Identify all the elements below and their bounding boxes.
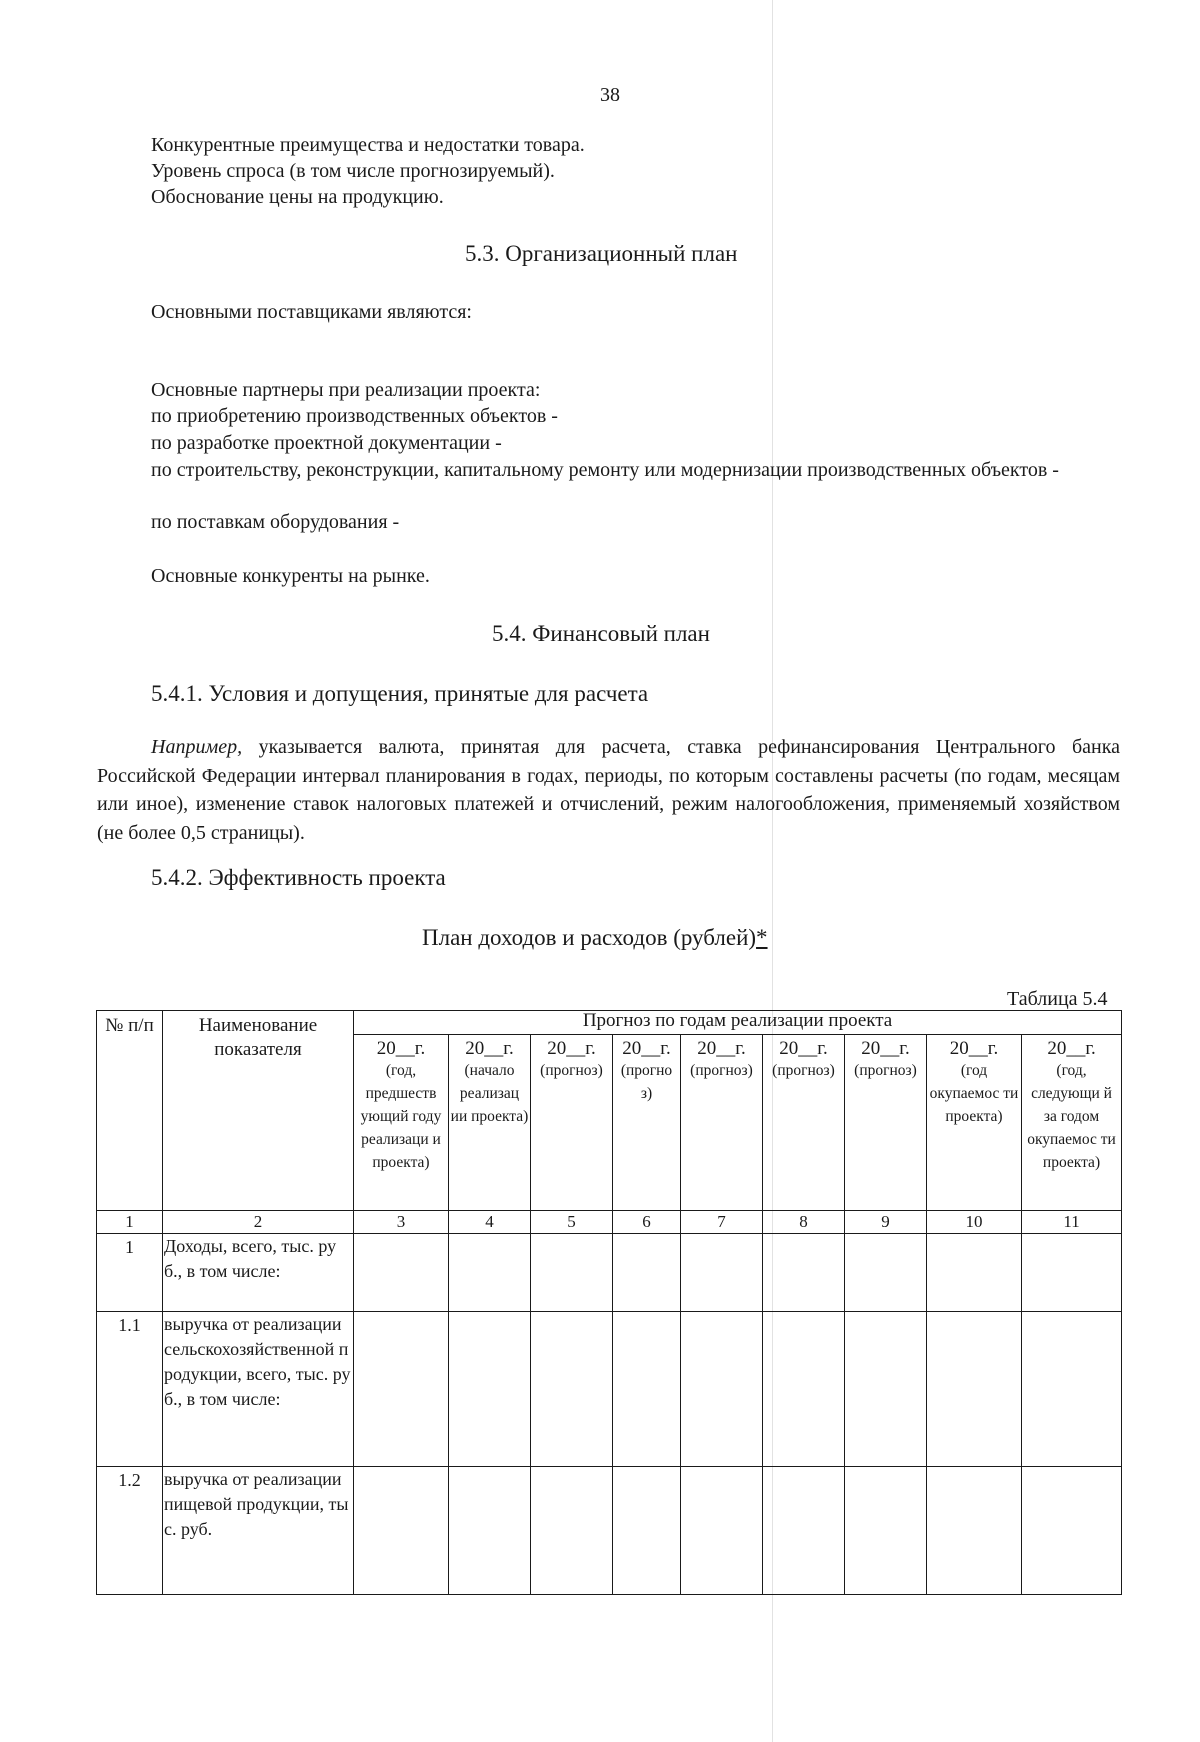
col-header-year: 20__г. (прогноз) (763, 1035, 845, 1211)
partners-title: Основные партнеры при реализации проекта: (151, 379, 541, 401)
data-cell (449, 1312, 531, 1467)
data-cell (1022, 1312, 1122, 1467)
col-header-year: 20__г. (прогно з) (613, 1035, 681, 1211)
row-number: 1.2 (97, 1467, 163, 1595)
column-number: 9 (845, 1211, 927, 1234)
row-number: 1.1 (97, 1312, 163, 1467)
column-number: 4 (449, 1211, 531, 1234)
data-cell (354, 1467, 449, 1595)
data-cell (763, 1312, 845, 1467)
table-label: Таблица 5.4 (1007, 988, 1108, 1010)
data-cell (613, 1467, 681, 1595)
col-header-year: 20__г. (прогноз) (681, 1035, 763, 1211)
data-cell (1022, 1467, 1122, 1595)
page-number: 38 (600, 84, 620, 106)
data-cell (681, 1467, 763, 1595)
suppliers-text: Основными поставщиками являются: (151, 301, 472, 323)
column-number: 11 (1022, 1211, 1122, 1234)
row-number: 1 (97, 1234, 163, 1312)
section-heading-5-4: 5.4. Финансовый план (492, 621, 710, 646)
data-cell (613, 1312, 681, 1467)
data-cell (845, 1234, 927, 1312)
column-number: 7 (681, 1211, 763, 1234)
column-number: 10 (927, 1211, 1022, 1234)
column-number: 5 (531, 1211, 613, 1234)
data-cell (531, 1234, 613, 1312)
subheading-5-4-2: 5.4.2. Эффективность проекта (151, 865, 446, 890)
data-cell (449, 1234, 531, 1312)
data-cell (927, 1312, 1022, 1467)
column-number: 3 (354, 1211, 449, 1234)
data-cell (927, 1234, 1022, 1312)
table-row (97, 1467, 1122, 1595)
data-cell (531, 1312, 613, 1467)
row-indicator-name: выручка от реализации сельскохозяйственной продукции, всего, тыс. руб., в том числе: (163, 1312, 354, 1467)
data-cell (763, 1467, 845, 1595)
data-cell (845, 1312, 927, 1467)
data-cell (531, 1467, 613, 1595)
competitors-text: Основные конкуренты на рынке. (151, 565, 430, 587)
table-caption: План доходов и расходов (рублей)* (422, 925, 768, 950)
table-row (97, 1234, 1122, 1312)
col-header-year: 20__г. (год, предшеств ующий году реализаци и проекта) (354, 1035, 449, 1211)
partners-item: по поставкам оборудования - (151, 511, 400, 533)
column-number: 2 (163, 1211, 354, 1234)
col-header-year: 20__г. (прогноз) (531, 1035, 613, 1211)
partners-item-construction: по строительству, реконструкции, капитальному ремонту или модернизации производственных объектов - (151, 459, 1059, 481)
table-row (97, 1312, 1122, 1467)
income-expense-table (96, 1010, 1122, 1595)
column-number: 8 (763, 1211, 845, 1234)
data-cell (613, 1234, 681, 1312)
column-number-row (97, 1211, 1122, 1234)
data-cell (354, 1234, 449, 1312)
partners-item: по разработке проектной документации - (151, 432, 502, 454)
example-label: Например, (151, 736, 243, 758)
col-header-name: Наименование показателя (163, 1011, 354, 1211)
intro-line: Обоснование цены на продукцию. (151, 186, 444, 208)
intro-line: Конкурентные преимущества и недостатки товара. (151, 134, 585, 156)
example-paragraph (97, 733, 1120, 847)
data-cell (354, 1312, 449, 1467)
data-cell (681, 1234, 763, 1312)
example-text: указывается валюта, принятая для расчета, ставка рефинансирования Центрального банка Российской Федерации интервал планирования в годах, периоды, по которым составлены расчеты (по годам, месяцам или иное), изменение ставок налоговых платежей и отчислений, режим налогообложения, применяемый хозяйством (не более 0,5 страницы). (97, 736, 1121, 844)
data-cell (845, 1467, 927, 1595)
col-header-year: 20__г. (год, следующи й за годом окупаемос ти проекта) (1022, 1035, 1122, 1211)
col-header-year: 20__г. (прогноз) (845, 1035, 927, 1211)
data-cell (1022, 1234, 1122, 1312)
data-cell (681, 1312, 763, 1467)
intro-line: Уровень спроса (в том числе прогнозируемый). (151, 160, 555, 182)
data-cell (763, 1234, 845, 1312)
col-header-year: 20__г. (начало реализац ии проекта) (449, 1035, 531, 1211)
data-cell (449, 1467, 531, 1595)
column-number: 1 (97, 1211, 163, 1234)
col-header-year: 20__г. (год окупаемос ти проекта) (927, 1035, 1022, 1211)
row-indicator-name: Доходы, всего, тыс. руб., в том числе: (163, 1234, 354, 1312)
column-number: 6 (613, 1211, 681, 1234)
col-header-number: № п/п (97, 1011, 163, 1211)
section-heading-5-3: 5.3. Организационный план (465, 241, 738, 266)
subheading-5-4-1: 5.4.1. Условия и допущения, принятые для расчета (151, 681, 649, 706)
footnote-mark: * (756, 925, 768, 950)
col-header-forecast-group: Прогноз по годам реализации проекта (354, 1011, 1122, 1035)
row-indicator-name: выручка от реализации пищевой продукции, тыс. руб. (163, 1467, 354, 1595)
data-cell (927, 1467, 1022, 1595)
partners-item: по приобретению производственных объектов - (151, 405, 558, 427)
